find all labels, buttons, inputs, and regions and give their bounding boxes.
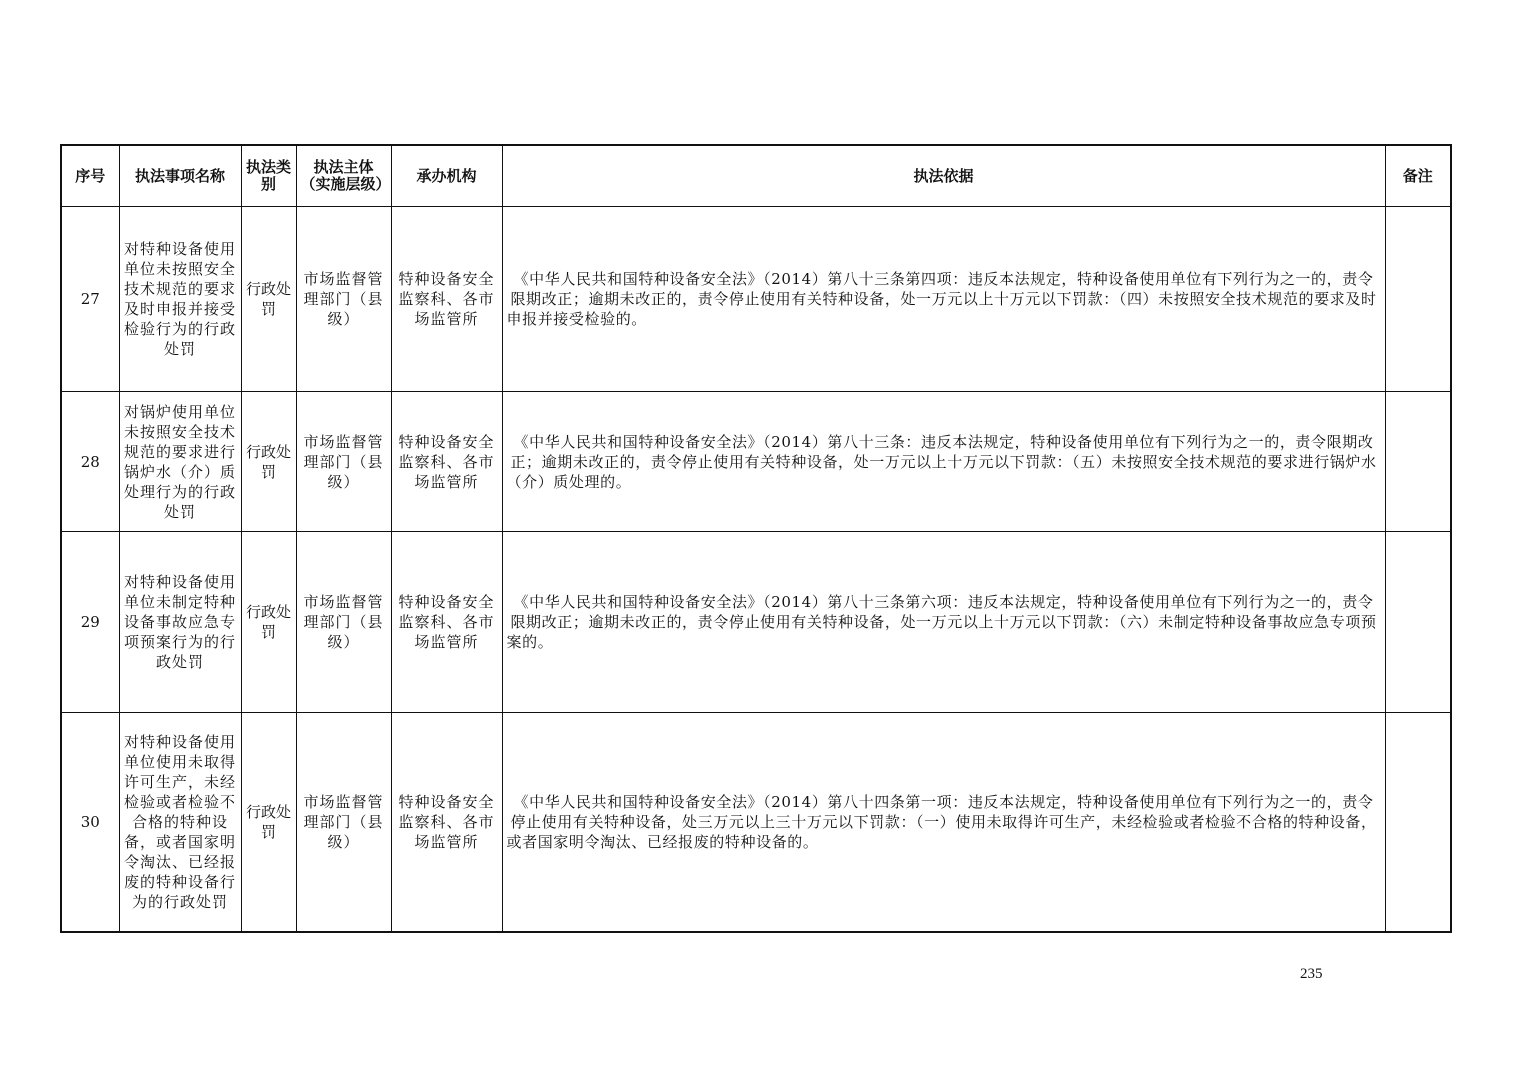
row-number: 30	[61, 713, 119, 933]
enforcement-table	[60, 144, 1452, 933]
item-name: 对特种设备使用单位使用未取得许可生产，未经检验或者检验不合格的特种设备，或者国家明令淘汰、已经报废的特种设备行为的行政处罚	[119, 713, 241, 933]
table-row	[61, 207, 1451, 392]
legal-basis: 《中华人民共和国特种设备安全法》（2014）第八十三条第四项：违反本法规定，特种设备使用单位有下列行为之一的，责令限期改正；逾期未改正的，责令停止使用有关特种设备，处一万元以上十万元以下罚款：（四）未按照安全技术规范的要求及时申报并接受检验的。	[502, 207, 1385, 392]
remark	[1385, 713, 1451, 933]
header-name: 执法事项名称	[119, 145, 241, 207]
enforcement-type: 行政处罚	[241, 392, 296, 532]
header-subject: 执法主体（实施层级）	[296, 145, 391, 207]
enforcement-subject: 市场监督管理部门（县级）	[296, 207, 391, 392]
legal-basis: 《中华人民共和国特种设备安全法》（2014）第八十四条第一项：违反本法规定，特种设备使用单位有下列行为之一的，责令停止使用有关特种设备，处三万元以上三十万元以下罚款：（一）使用未取得许可生产，未经检验或者检验不合格的特种设备，或者国家明令淘汰、已经报废的特种设备的。	[502, 713, 1385, 933]
remark	[1385, 392, 1451, 532]
table-row	[61, 713, 1451, 933]
header-no: 序号	[61, 145, 119, 207]
enforcement-subject: 市场监督管理部门（县级）	[296, 532, 391, 713]
legal-basis: 《中华人民共和国特种设备安全法》（2014）第八十三条第六项：违反本法规定，特种设备使用单位有下列行为之一的，责令限期改正；逾期未改正的，责令停止使用有关特种设备，处一万元以上十万元以下罚款：（六）未制定特种设备事故应急专项预案的。	[502, 532, 1385, 713]
table-row	[61, 532, 1451, 713]
table-header-row	[61, 145, 1451, 207]
header-basis: 执法依据	[502, 145, 1385, 207]
row-number: 28	[61, 392, 119, 532]
legal-basis: 《中华人民共和国特种设备安全法》（2014）第八十三条：违反本法规定，特种设备使用单位有下列行为之一的，责令限期改正；逾期未改正的，责令停止使用有关特种设备，处一万元以上十万元以下罚款：（五）未按照安全技术规范的要求进行锅炉水（介）质处理的。	[502, 392, 1385, 532]
item-name: 对特种设备使用单位未制定特种设备事故应急专项预案行为的行政处罚	[119, 532, 241, 713]
handling-org: 特种设备安全监察科、各市场监管所	[391, 713, 502, 933]
enforcement-subject: 市场监督管理部门（县级）	[296, 713, 391, 933]
remark	[1385, 532, 1451, 713]
header-remark: 备注	[1385, 145, 1451, 207]
enforcement-type: 行政处罚	[241, 532, 296, 713]
table-row	[61, 392, 1451, 532]
page-number: 235	[1300, 966, 1323, 982]
enforcement-type: 行政处罚	[241, 713, 296, 933]
item-name: 对锅炉使用单位未按照安全技术规范的要求进行锅炉水（介）质处理行为的行政处罚	[119, 392, 241, 532]
row-number: 29	[61, 532, 119, 713]
header-type: 执法类别	[241, 145, 296, 207]
row-number: 27	[61, 207, 119, 392]
enforcement-subject: 市场监督管理部门（县级）	[296, 392, 391, 532]
enforcement-type: 行政处罚	[241, 207, 296, 392]
remark	[1385, 207, 1451, 392]
header-org: 承办机构	[391, 145, 502, 207]
handling-org: 特种设备安全监察科、各市场监管所	[391, 392, 502, 532]
handling-org: 特种设备安全监察科、各市场监管所	[391, 207, 502, 392]
item-name: 对特种设备使用单位未按照安全技术规范的要求及时申报并接受检验行为的行政处罚	[119, 207, 241, 392]
handling-org: 特种设备安全监察科、各市场监管所	[391, 532, 502, 713]
